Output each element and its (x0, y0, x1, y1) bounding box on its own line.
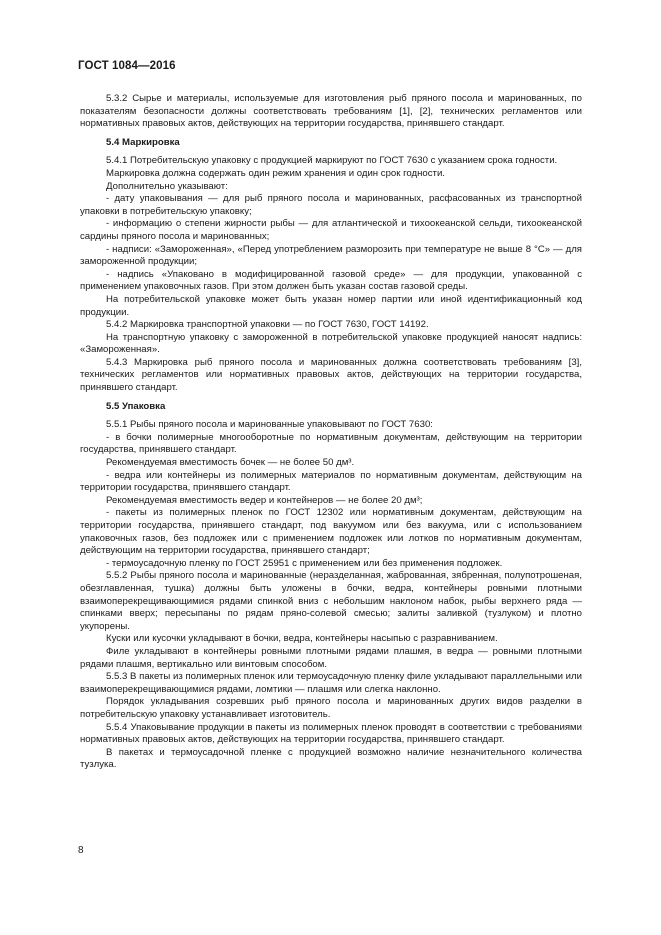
paragraph: - в бочки полимерные многооборотные по нормативным документам, действующим на территории государства, принявшего стандарт. (80, 431, 582, 456)
paragraph: - надпись «Упаковано в модифицированной газовой среде» — для продукции, упакованной с применением упаковочных газов. При этом должен быть указан состав газовой среды. (80, 268, 582, 293)
standard-header: ГОСТ 1084—2016 (78, 60, 176, 72)
paragraph: Куски или кусочки укладывают в бочки, ведра, контейнеры насыпью с разравниванием. (106, 633, 498, 645)
paragraph: Порядок укладывания созревших рыб пряного посола и маринованных других видов разделки в потребительскую упаковку устанавливает изготовитель. (80, 696, 582, 720)
paragraph: 5.5.4 Упаковывание продукции в пакеты из полимерных пленок проводят в соответствии с требованиями нормативных правовых актов, действующих на территории государства, принявшего стандарт. (80, 721, 582, 746)
document-body (80, 93, 582, 772)
section-heading: 5.4 Маркировка (106, 136, 180, 148)
paragraph: - дату упаковывания — для рыб пряного посола и маринованных, расфасованных из транспортной упаковки в потребительскую упаковку; (80, 193, 582, 217)
paragraph: 5.5.3 В пакеты из полимерных пленок или термоусадочную пленку филе укладывают параллельными или взаимоперекрещивающимися рядами, ломтики — плашмя или слегка наклонно. (80, 671, 582, 695)
paragraph: На потребительской упаковке может быть указан номер партии или иной идентификационный код продукции. (80, 293, 582, 318)
paragraph: 5.5.2 Рыбы пряного посола и маринованные (неразделанная, жаброванная, зябренная, полупотрошеная, обезглавленная, тушка) должны быть уложены в бочки, ведра, контейнеры ровными плотными взаимоперекрещивающимися рядами спинкой вниз с небольшим наклоном набок, рыбы верхнего ряда — спинками вверх; пересыпаны по рядам пряно-солевой смесью; залиты заливкой (тузлуком) и плотно укупорены. (80, 570, 582, 632)
paragraph: 5.5.1 Рыбы пряного посола и маринованные упаковывают по ГОСТ 7630: (106, 419, 433, 431)
paragraph: Рекомендуемая вместимость бочек — не более 50 дм³. (106, 457, 355, 469)
paragraph: - ведра или контейнеры из полимерных материалов по нормативным документам, действующим на территории государства, принявшего стандарт. (80, 469, 582, 494)
paragraph: 5.3.2 Сырье и материалы, используемые для изготовления рыб пряного посола и маринованных, по показателям безопасности должны соответствовать требованиям [1], [2], технических регламентов или нормативных правовых актов, действующих на территории государства, принявшего стандарт. (80, 93, 582, 130)
paragraph: - пакеты из полимерных пленок по ГОСТ 12302 или нормативным документам, действующим на территории государства, принявшего стандарт, под вакуумом или без вакуума, или с использованием упаковочных газов, без подложек или с применением подложек или лотков по нормативным документам, действующим на территории государства, принявшего стандарт; (80, 507, 582, 557)
paragraph: Дополнительно указывают: (106, 180, 228, 192)
paragraph: В пакетах и термоусадочной пленке с продукцией возможно наличие незначительного количества тузлука. (80, 746, 582, 771)
paragraph: - надписи: «Замороженная», «Перед употреблением разморозить при температуре не выше 8 °C» — для замороженной продукции; (80, 243, 582, 268)
paragraph: Филе укладывают в контейнеры ровными плотными рядами плашмя, в ведра — ровными плотными рядами плашмя, вертикально или винтовым способом. (80, 645, 582, 670)
paragraph: Рекомендуемая вместимость ведер и контейнеров — не более 20 дм³; (106, 494, 423, 506)
paragraph: - термоусадочную пленку по ГОСТ 25951 с применением или без применения подложек. (106, 557, 503, 569)
page-number: 8 (78, 845, 84, 856)
paragraph: Маркировка должна содержать один режим хранения и один срок годности. (106, 167, 445, 179)
section-heading: 5.5 Упаковка (106, 400, 166, 412)
paragraph: 5.4.1 Потребительскую упаковку с продукцией маркируют по ГОСТ 7630 с указанием срока годности. (106, 155, 558, 167)
paragraph: 5.4.3 Маркировка рыб пряного посола и маринованных должна соответствовать требованиям [3], технических регламентов или нормативных правовых актов, действующих на территории государства, принявшего стандарт. (80, 356, 582, 394)
paragraph: На транспортную упаковку с замороженной в потребительской упаковке продукцией наносят надпись: «Замороженная». (80, 331, 582, 356)
paragraph: - информацию о степени жирности рыбы — для атлантической и тихоокеанской сельди, тихоокеанской сардины пряного посола и маринованных; (80, 218, 582, 242)
paragraph: 5.4.2 Маркировка транспортной упаковки — по ГОСТ 7630, ГОСТ 14192. (106, 319, 429, 331)
